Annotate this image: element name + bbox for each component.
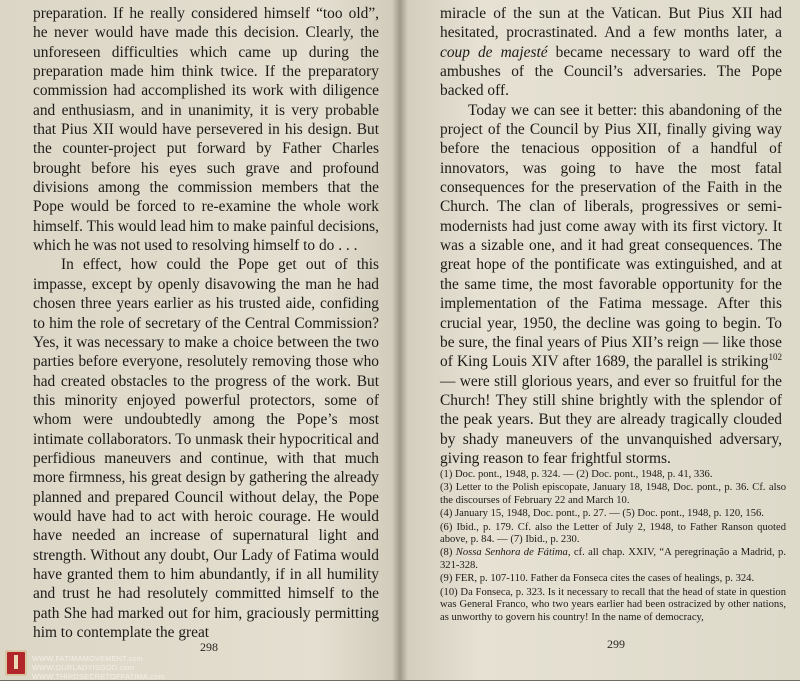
paragraph: In effect, how could the Pope get out of this impasse, except by openly disavowing the man he had chosen three years earlier as his trusted aide, confiding to him the role of secretary of the Central Commission? Yes, it was necessary to make a choice between the two parties before everyone, resolutely removing those who had created obstacles to the progress of the work. But this minority enjoyed powerful protectors, some of whom were undoubtedly among the Pope’s most intimate collaborators. To unmask their hypocritical and perfidious maneuvers and continue, with that much more firmness, his great design by gathering the already planned and prepared Council without delay, the Pope would have had to act with heroic courage. He would have needed an increase of supernatural light and strength. Without any doubt, Our Lady of Fatima would have granted them to him abundantly, if in all humility and trust he had resolutely committed himself to the path She had marked out for him, graciously permitting him to contemplate the great [33,256,379,641]
footnote: (6) Ibid., p. 179. Cf. also the Letter of July 2, 1948, to Father Ranson quoted above, p. 84. — (7) Ibid., p. 230. [440,521,786,546]
footnote: (10) Da Fonseca, p. 323. Is it necessary to recall that the head of state in question was General Franco, who two years earlier had been ostracized by other nations, as unworthy to govern his country! In the name of democracy, [440,586,786,623]
footnote: (8) Nossa Senhora de Fátima, cf. all chap. XXIV, “A peregrinação a Madrid, p. 321-328. [440,547,786,572]
paragraph [440,4,782,101]
paragraph-continuation: — were still glorious years, and ever so fruitful for the Church! They still shine brightly with the splendor of the peak years. But they are already tragically clouded by shady maneuvers of the unvanquished adversary, giving reason to fear frightful storms. [440,372,782,467]
paragraph-text: Today we can see it better: this abandoning of the project of the Council by Pius XII, finally giving way before the tenacious opposition of a handful of innovators, was going to have the most fatal consequences for the preservation of the Faith in the Church. The clan of liberals, progressives or semi-modernists had just come away with its first victory. It was a sizable one, and it had great consequences. The great hope of the pontificate was extinguished, and at the same time, the most favorable opportunity for the implementation of the Fatima message. After this crucial year, 1950, the decline was going to begin. To be sure, the final years of Pius XII’s reign — like those of King Louis XIV after 1689, the parallel is striking [440,101,782,371]
right-page-body [440,0,782,468]
footnote: (1) Doc. pont., 1948, p. 324. — (2) Doc. pont., 1948, p. 41, 336. [440,469,713,480]
paragraph-part: became necessary to ward off the ambushes of the Council’s adversaries. The Pope backed off. [440,43,782,100]
watermark-line: WWW.OURLADYISGOD.com [32,663,135,672]
cross-logo-icon [5,650,27,676]
paragraph: preparation. If he really considered himself “too old”, he never would have made this decision. Clearly, the unforeseen difficulties which came up during the preparation made him think twice. If the preparatory commission had accomplished its work with diligence and enthusiasm, and in unanimity, it is very probable that Pius XII would have persevered in his design. But the counter-project put forward by Father Charles brought before his eyes such grave and profound divisions among the commission members that the Pope would be forced to re-examine the whole work himself. This would lead him to make painful decisions, which he was not used to resolving himself to do . . . [33,5,379,255]
footnote: (3) Letter to the Polish episcopate, January 18, 1948, Doc. pont., p. 36. Cf. also the discourses of February 22 and March 10. [440,482,786,506]
left-page-body [33,0,379,642]
watermark-line: WWW.FATIMAMOVEMENT.com [32,654,144,663]
left-page [0,0,398,680]
italic-phrase: coup de majesté [440,43,548,61]
page-number: 298 [200,640,218,654]
paragraph [440,101,782,469]
footnotes [440,469,786,625]
right-page [402,0,800,680]
footnote-reference: 102 [768,352,782,363]
footnote: (9) FER, p. 107-110. Father da Fonseca cites the cases of healings, p. 324. [440,573,755,585]
site-watermark [0,646,300,680]
italic-title: Nossa Senhora de Fátima [455,547,568,559]
paragraph-part: miracle of the sun at the Vatican. But Pius XII had hesitated, procrastinated. And a few months later, a [440,5,782,42]
watermark-line: WWW.THIRDSECRETOFFATIMA.com [32,672,165,681]
footnote: (4) January 15, 1948, Doc. pont., p. 27. — (5) Doc. pont., 1948, p. 120, 156. [440,508,764,520]
page-number: 299 [607,637,625,651]
